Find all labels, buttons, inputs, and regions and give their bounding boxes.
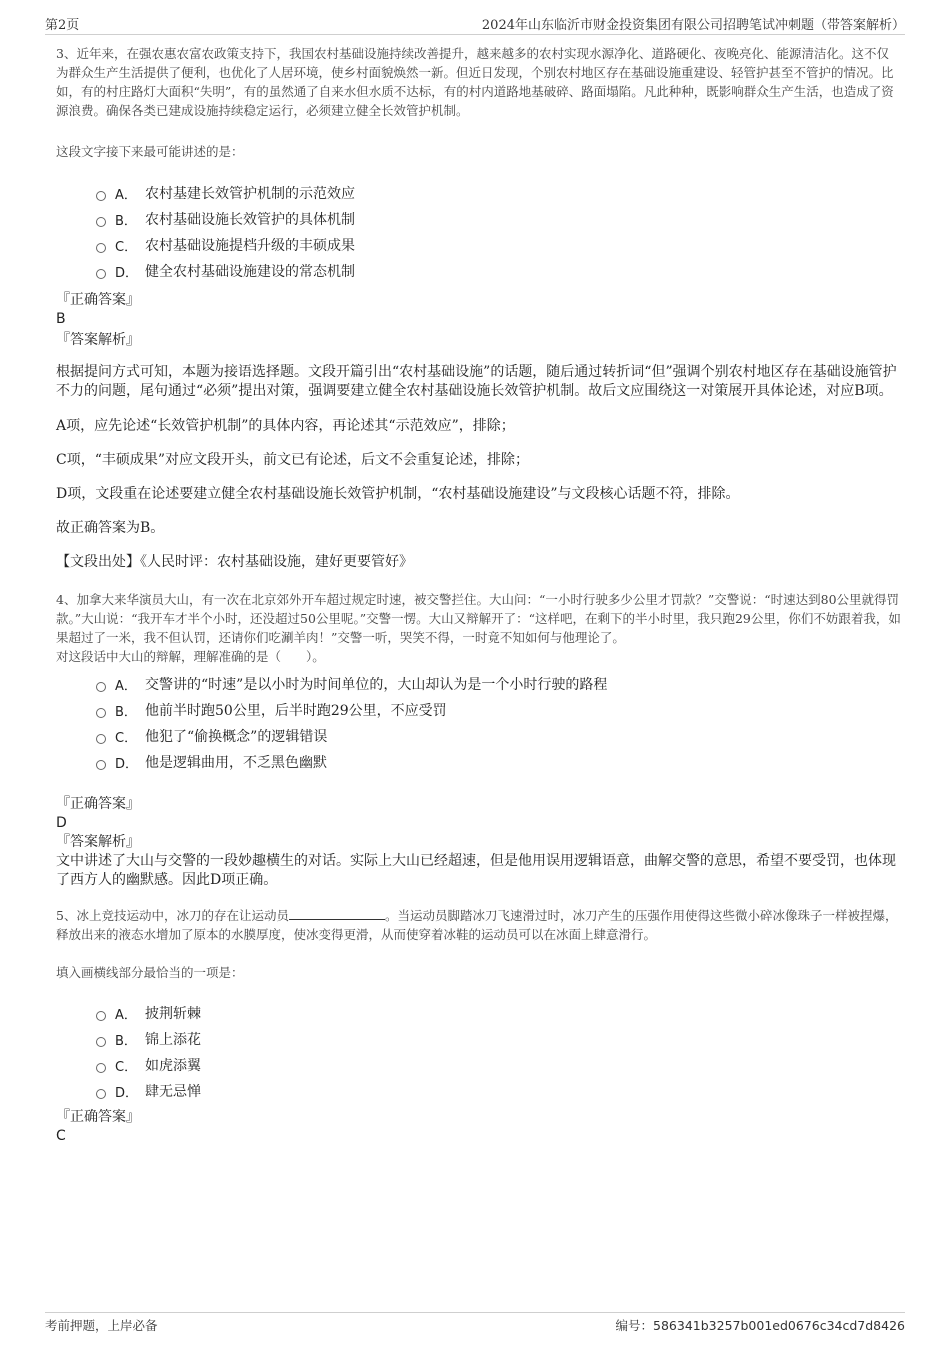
radio-circle-icon[interactable] (96, 191, 106, 201)
analysis-label: 『答案解析』 (56, 332, 140, 348)
option-b[interactable]: B． 农村基础设施长效管护的具体机制 (56, 206, 901, 232)
radio-circle-icon[interactable] (96, 734, 106, 744)
analysis-label: 『答案解析』 (56, 834, 140, 850)
option-d[interactable]: D． 健全农村基础设施建设的常态机制 (56, 258, 901, 284)
question-3-options (56, 180, 901, 284)
radio-circle-icon[interactable] (96, 243, 106, 253)
analysis-paragraph: 文中讲述了大山与交警的一段妙趣横生的对话。实际上大山已经超速，但是他用误用逻辑语意，曲解交警的意思，希望不要受罚，也体现了西方人的幽默感。因此D项正确。 (56, 853, 896, 888)
page-footer (45, 1312, 905, 1337)
page-header (45, 12, 905, 35)
option-d[interactable]: D． 他是逻辑曲用，不乏黑色幽默 (56, 749, 901, 775)
document-title: 2024年山东临沂市财金投资集团有限公司招聘笔试冲刺题（带答案解析） (481, 18, 905, 33)
radio-circle-icon[interactable] (96, 682, 106, 692)
document-code: 编号：586341b3257b001ed0676c34cd7d8426 (615, 1318, 905, 1333)
question-4 (56, 590, 901, 890)
question-5-prompt: 填入画横线部分最恰当的一项是： (56, 965, 244, 980)
page-content (56, 44, 901, 1146)
option-c[interactable]: C． 如虎添翼 (56, 1052, 901, 1078)
radio-circle-icon[interactable] (96, 1089, 106, 1099)
option-text: 农村基建长效管护机制的示范效应 (145, 186, 355, 202)
answer-label: 『正确答案』 (56, 292, 140, 308)
radio-circle-icon[interactable] (96, 1011, 106, 1021)
option-a[interactable]: A． 披荆斩棘 (56, 1000, 901, 1026)
option-text: 农村基础设施长效管护的具体机制 (145, 212, 355, 228)
footer-slogan: 考前押题，上岸必备 (45, 1318, 158, 1333)
analysis-paragraph: 根据提问方式可知，本题为接语选择题。文段开篇引出“农村基础设施”的话题，随后通过转折词“但”强调个别农村地区存在基础设施管护不力的问题，尾句通过“必须”提出对策，强调要建立健全农村基础设施长效管护机制。故后文应围绕这一对策展开具体论述，对应B项。 (56, 364, 897, 399)
correct-answer: D (56, 815, 67, 831)
question-4-prompt: 对这段话中大山的辩解，理解准确的是（ ）。 (56, 649, 325, 664)
option-c[interactable]: C． 他犯了“偷换概念”的逻辑错误 (56, 723, 901, 749)
option-text: 农村基础设施提档升级的丰硕成果 (145, 238, 355, 254)
analysis-body (56, 852, 901, 890)
option-text: 交警讲的“时速”是以小时为时间单位的，大山却认为是一个小时行驶的路程 (145, 677, 608, 693)
correct-answer: C (56, 1128, 66, 1144)
answer-label: 『正确答案』 (56, 796, 140, 812)
option-c[interactable]: C． 农村基础设施提档升级的丰硕成果 (56, 232, 901, 258)
correct-answer: B (56, 311, 66, 327)
option-text: 他是逻辑曲用，不乏黑色幽默 (145, 755, 327, 771)
question-3-prompt: 这段文字接下来最可能讲述的是： (56, 144, 244, 159)
option-a[interactable]: A． 交警讲的“时速”是以小时为时间单位的，大山却认为是一个小时行驶的路程 (56, 671, 901, 697)
option-d[interactable]: D． 肆无忌惮 (56, 1078, 901, 1104)
analysis-paragraph: C项，“丰硕成果”对应文段开头，前文已有论述，后文不会重复论述，排除； (56, 452, 530, 468)
page-number: 第2页 (45, 18, 80, 33)
analysis-paragraph: A项，应先论述“长效管护机制”的具体内容，再论述其“示范效应”，排除； (56, 418, 515, 434)
question-5-options (56, 1000, 901, 1104)
option-text: 锦上添花 (145, 1032, 201, 1048)
option-b[interactable]: B． 锦上添花 (56, 1026, 901, 1052)
option-text: 如虎添翼 (145, 1058, 201, 1074)
radio-circle-icon[interactable] (96, 1037, 106, 1047)
analysis-paragraph: 故正确答案为B。 (56, 520, 165, 536)
option-text: 肆无忌惮 (145, 1084, 201, 1100)
option-a[interactable]: A． 农村基建长效管护机制的示范效应 (56, 180, 901, 206)
radio-circle-icon[interactable] (96, 269, 106, 279)
question-5 (56, 906, 901, 1146)
source-citation: 【文段出处】《人民时评：农村基础设施，建好更要管好》 (56, 554, 413, 570)
radio-circle-icon[interactable] (96, 760, 106, 770)
answer-label: 『正确答案』 (56, 1109, 140, 1125)
radio-circle-icon[interactable] (96, 708, 106, 718)
analysis-body (56, 363, 901, 572)
option-text: 他前半时跑50公里，后半时跑29公里，不应受罚 (145, 703, 447, 719)
question-5-text: 5、冰上竞技运动中，冰刀的存在让运动员 。当运动员脚踏冰刀飞速滑过时，冰刀产生的压强作用使得这些微小碎冰像珠子一样被捏爆，释放出来的液态水增加了原本的水膜厚度，使冰变得更滑，从而使穿着冰鞋的运动员可以在冰面上肆意滑行。 (56, 908, 898, 942)
option-b[interactable]: B． 他前半时跑50公里，后半时跑29公里，不应受罚 (56, 697, 901, 723)
option-text: 他犯了“偷换概念”的逻辑错误 (145, 729, 328, 745)
option-text: 健全农村基础设施建设的常态机制 (145, 264, 355, 280)
analysis-paragraph: D项，文段重在论述要建立健全农村基础设施长效管护机制，“农村基础设施建设”与文段核心话题不符，排除。 (56, 486, 740, 502)
question-4-options (56, 671, 901, 775)
question-4-text: 4、加拿大来华演员大山，有一次在北京郊外开车超过规定时速，被交警拦住。大山问：“一小时行驶多少公里才罚款？”交警说：“时速达到80公里就得罚款。”大山说：“我开车才半个小时，还没超过50公里呢。”交警一愣。大山又辩解开了：“这样吧，在剩下的半小时里，我只跑29公里，你们不妨跟着我，如果超过了一米，我不但认罚，还请你们吃涮羊肉！”交警一听，哭笑不得，一时竟不知如何与他理论了。 (56, 592, 901, 645)
question-3-text: 3、近年来，在强农惠农富农政策支持下，我国农村基础设施持续改善提升，越来越多的农村实现水源净化、道路硬化、夜晚亮化、能源清洁化。这不仅为群众生产生活提供了便利，也优化了人居环境，使乡村面貌焕然一新。但近日发现，个别农村地区存在基础设施重建设、轻管护甚至不管护的情况。比如，有的村庄路灯大面积“失明”，有的虽然通了自来水但水质不达标，有的村内道路地基破碎、路面塌陷。凡此种种，既影响群众生产生活，也造成了资源浪费。确保各类已建成设施持续稳定运行，必须建立健全长效管护机制。 (56, 46, 894, 118)
radio-circle-icon[interactable] (96, 217, 106, 227)
fill-in-blank (289, 906, 385, 920)
radio-circle-icon[interactable] (96, 1063, 106, 1073)
question-3 (56, 44, 901, 572)
option-text: 披荆斩棘 (145, 1006, 201, 1022)
